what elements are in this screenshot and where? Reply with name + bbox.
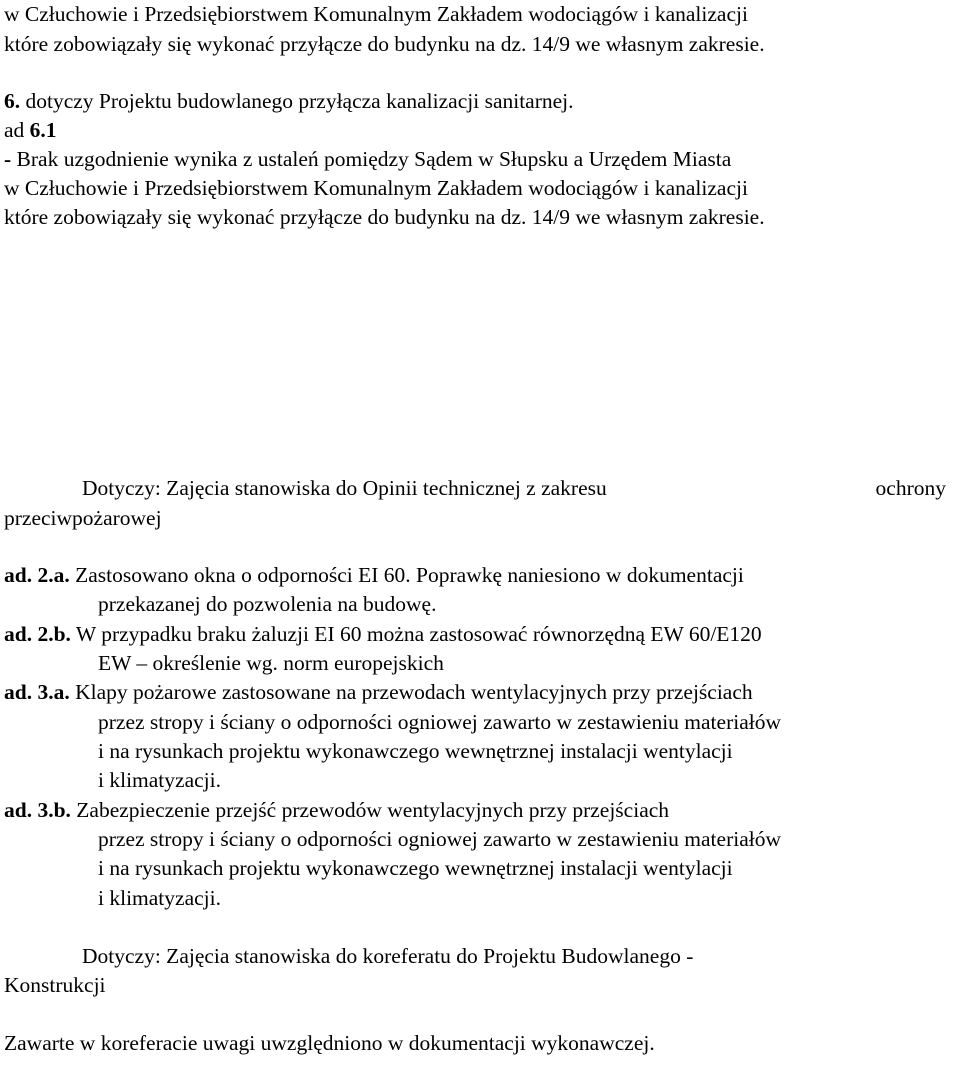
text-line: i na rysunkach projektu wykonawczego wewnętrznej instalacji wentylacji xyxy=(98,739,733,763)
item-number: 6. xyxy=(4,89,21,113)
text: Zabezpieczenie przejść przewodów wentylacyjnych przy przejściach xyxy=(70,798,670,822)
heading-right: ochrony xyxy=(875,476,946,500)
text-line: EW – określenie wg. norm europejskich xyxy=(98,651,444,675)
ad-label: ad. 2.a. xyxy=(4,563,70,587)
text-line: które zobowiązały się wykonać przyłącze do budynku na dz. 14/9 we własnym zakresie. xyxy=(4,205,765,229)
text: W przypadku braku żaluzji EI 60 można zastosować równorzędną EW 60/E120 xyxy=(70,622,762,646)
ad-2a xyxy=(4,565,744,587)
construction-heading: Dotyczy: Zajęcia stanowiska do koreferatu do Projektu Budowlanego - xyxy=(82,944,694,968)
text-line: i klimatyzacji. xyxy=(98,886,221,910)
item-6 xyxy=(4,91,574,113)
text-line: przekazanej do pozwolenia na budowę. xyxy=(98,592,437,616)
ad-prefix: ad xyxy=(4,118,30,142)
ad-3a xyxy=(4,682,753,704)
fire-heading-cont: przeciwpożarowej xyxy=(4,506,162,530)
construction-heading-cont: Konstrukcji xyxy=(4,973,106,997)
text-line: przez stropy i ściany o odporności ogniowej zawarto w zestawieniu materiałów xyxy=(98,827,782,851)
fire-heading xyxy=(82,478,946,500)
text: Klapy pożarowe zastosowane na przewodach wentylacyjnych przy przejściach xyxy=(69,680,753,704)
text-line: przez stropy i ściany o odporności ogniowej zawarto w zestawieniu materiałów xyxy=(98,710,782,734)
ad-label: ad. 2.b. xyxy=(4,622,71,646)
ad-3b xyxy=(4,800,669,822)
ad-6-1-line xyxy=(4,149,731,171)
text: Zastosowano okna o odporności EI 60. Poprawkę naniesiono w dokumentacji xyxy=(69,563,744,587)
text: Brak uzgodnienie wynika z ustaleń pomiędzy Sądem w Słupsku a Urzędem Miasta xyxy=(11,147,732,171)
text-line: i klimatyzacji. xyxy=(98,768,221,792)
dash-bullet: - xyxy=(4,147,12,171)
text-line: które zobowiązały się wykonać przyłącze do budynku na dz. 14/9 we własnym zakresie. xyxy=(4,32,765,56)
ad-label: ad. 3.a. xyxy=(4,680,70,704)
ad-6-1-label xyxy=(4,120,57,142)
construction-summary: Zawarte w koreferacie uwagi uwzględniono w dokumentacji wykonawczej. xyxy=(4,1031,655,1055)
heading-left: Dotyczy: Zajęcia stanowiska do Opinii technicznej z zakresu xyxy=(82,476,607,500)
text-line: w Człuchowie i Przedsiębiorstwem Komunalnym Zakładem wodociągów i kanalizacji xyxy=(4,2,748,26)
ad-number: 6.1 xyxy=(29,118,57,142)
text-line: w Człuchowie i Przedsiębiorstwem Komunalnym Zakładem wodociągów i kanalizacji xyxy=(4,176,748,200)
item-text: dotyczy Projektu budowlanego przyłącza kanalizacji sanitarnej. xyxy=(20,89,574,113)
ad-label: ad. 3.b. xyxy=(4,798,71,822)
text-line: i na rysunkach projektu wykonawczego wewnętrznej instalacji wentylacji xyxy=(98,856,733,880)
ad-2b xyxy=(4,624,762,646)
